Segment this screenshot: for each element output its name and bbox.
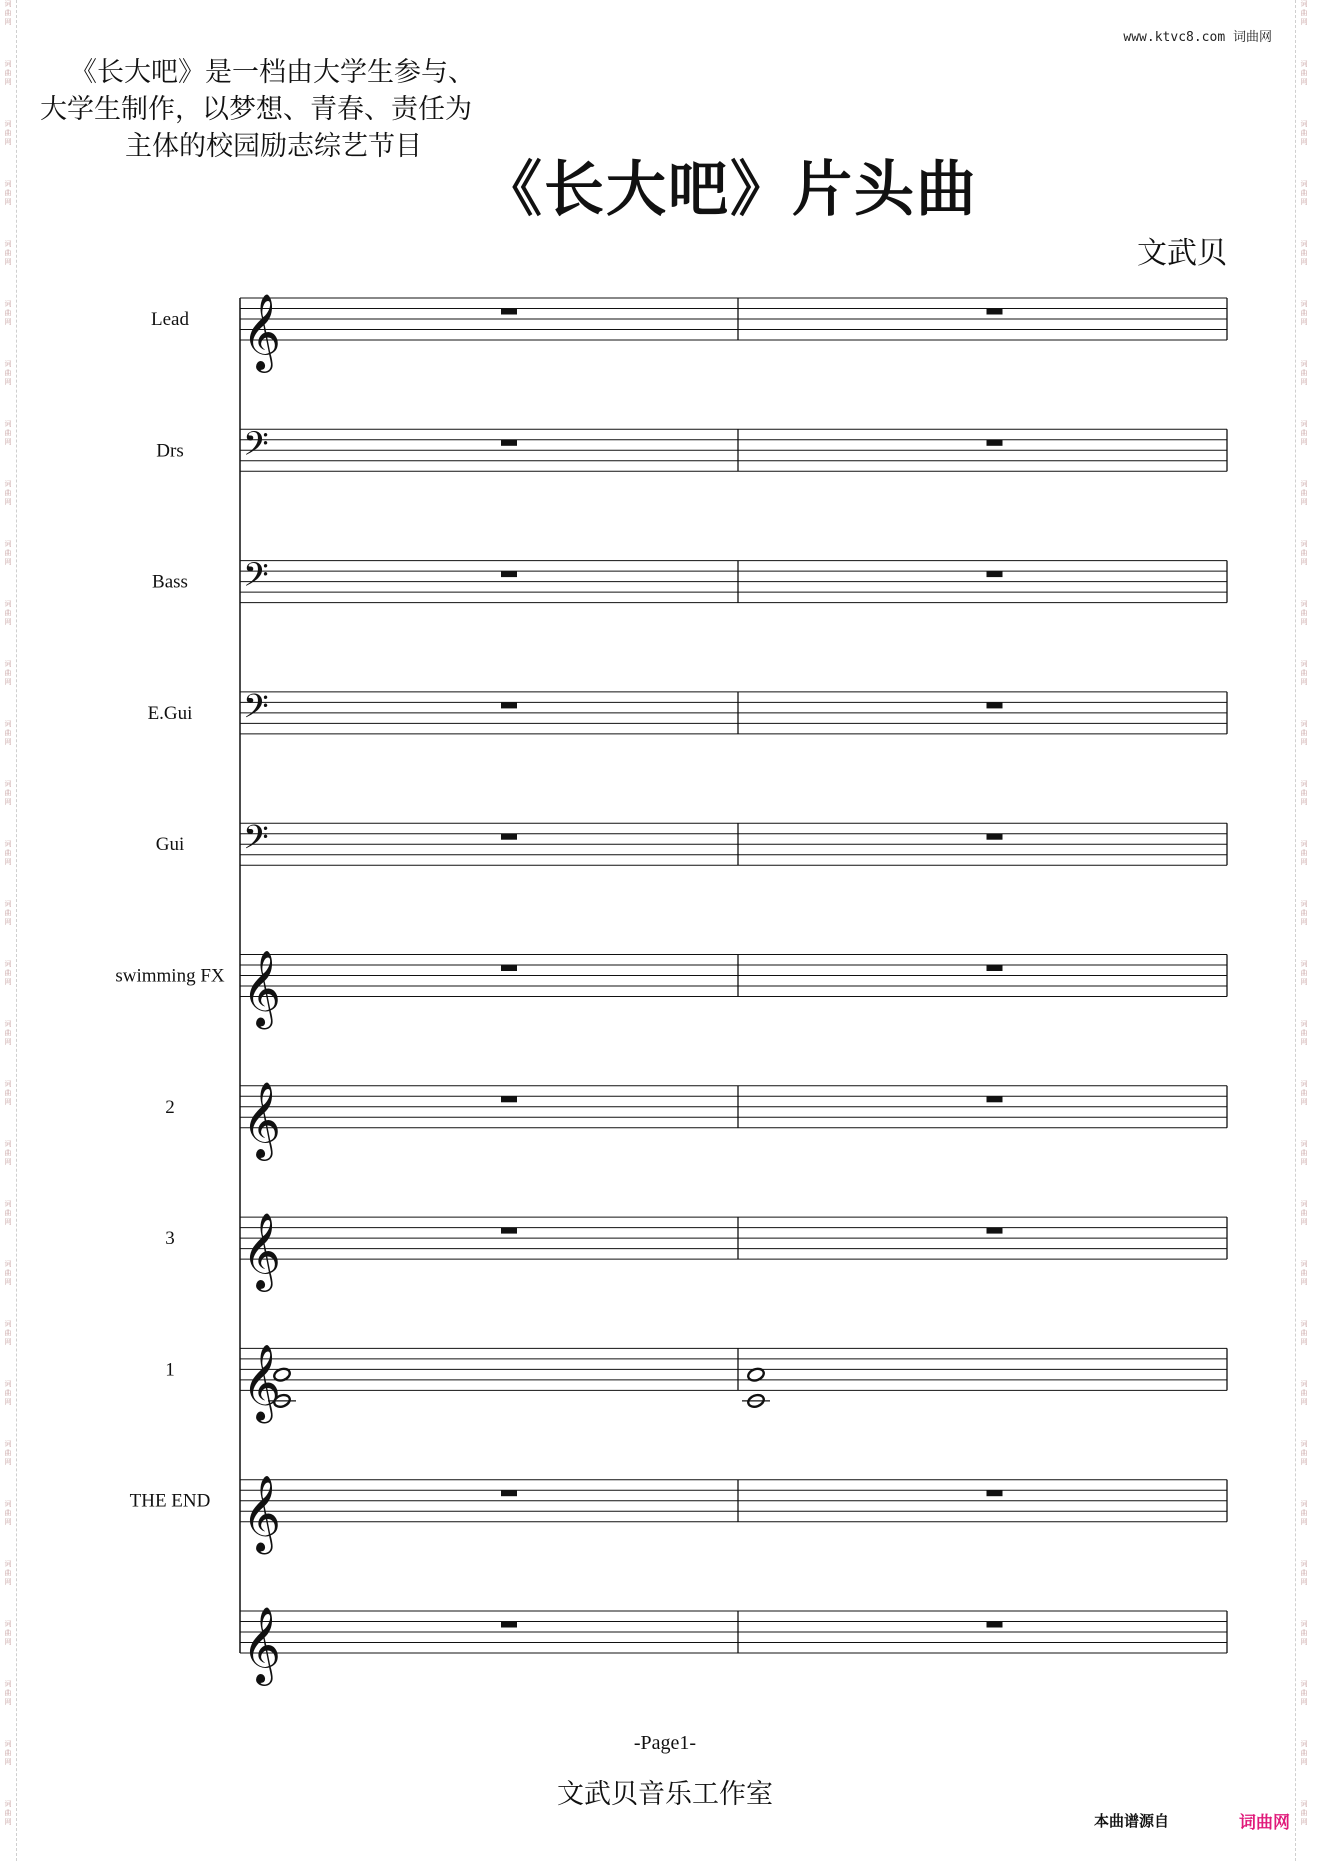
watermark-mark: 词 曲 网 [1300, 1380, 1308, 1406]
watermark-mark: 词 曲 网 [1300, 1260, 1308, 1286]
treble-clef-icon: 𝄞 [242, 293, 282, 370]
treble-clef-icon: 𝄞 [242, 1212, 282, 1290]
page-number: -Page1- [633, 1732, 697, 1754]
treble-clef-icon: 𝄞 [242, 1080, 282, 1158]
whole-rest-icon [501, 834, 517, 840]
whole-rest-icon [501, 1228, 517, 1234]
intro-line-1: 《长大吧》是一档由大学生参与、 [70, 57, 475, 88]
watermark-mark: 词 曲 网 [1300, 1560, 1308, 1586]
watermark-mark: 词 曲 网 [1300, 1800, 1308, 1826]
watermark-mark: 词 曲 网 [4, 1260, 12, 1286]
watermark-mark: 词 曲 网 [4, 1500, 12, 1526]
watermark-mark: 词 曲 网 [1300, 540, 1308, 566]
whole-rest-icon [987, 1490, 1003, 1496]
watermark-mark: 词 曲 网 [4, 300, 12, 326]
watermark-mark: 词 曲 网 [1300, 1020, 1308, 1046]
treble-clef-icon: 𝄞 [242, 1343, 282, 1421]
watermark-mark: 词 曲 网 [4, 1800, 12, 1826]
watermark-mark: 词 曲 网 [1300, 1620, 1308, 1646]
watermark-mark: 词 曲 网 [1300, 420, 1308, 446]
studio-name: 文武贝音乐工作室 [557, 1779, 773, 1810]
instrument-label: Gui [155, 834, 185, 856]
watermark-mark: 词 曲 网 [4, 480, 12, 506]
treble-clef-icon: 𝄞 [242, 949, 282, 1027]
watermark-mark: 词 曲 网 [4, 360, 12, 386]
watermark-mark: 词 曲 网 [1300, 300, 1308, 326]
staff-2 [165, 1081, 1227, 1161]
watermark-mark: 词 曲 网 [4, 840, 12, 866]
whole-rest-icon [987, 309, 1003, 315]
watermark-mark: 词 曲 网 [1300, 840, 1308, 866]
watermark-mark: 词 曲 网 [1300, 120, 1308, 146]
watermark-mark: 词 曲 网 [1300, 1500, 1308, 1526]
treble-clef-icon: 𝄞 [242, 1606, 282, 1683]
whole-rest-icon [501, 965, 517, 971]
watermark-mark: 词 曲 网 [1300, 600, 1308, 626]
song-title: 《长大吧》片头曲 [482, 155, 978, 225]
whole-rest-icon [987, 1096, 1003, 1102]
site-brand[interactable]: 词曲网 [1232, 30, 1272, 45]
watermark-mark: 词 曲 网 [1300, 1740, 1308, 1766]
whole-rest-icon [987, 1228, 1003, 1234]
watermark-mark: 词 曲 网 [4, 1200, 12, 1226]
instrument-label: Lead [151, 309, 189, 330]
watermark-mark: 词 曲 网 [1300, 1440, 1308, 1466]
watermark-mark: 词 曲 网 [1300, 1080, 1308, 1106]
watermark-mark: 词 曲 网 [1300, 1320, 1308, 1346]
watermark-mark: 词 曲 网 [1300, 240, 1308, 266]
instrument-label: Drs [156, 440, 184, 462]
site-url[interactable]: www.ktvc8.com [1123, 30, 1226, 45]
bass-clef-icon: 𝄢 [243, 556, 269, 603]
watermark-mark: 词 曲 网 [4, 540, 12, 566]
watermark-mark: 词 曲 网 [1300, 480, 1308, 506]
instrument-label: Bass [152, 571, 188, 593]
watermark-mark: 词 曲 网 [1300, 1200, 1308, 1226]
staff-the-end [130, 1475, 1227, 1555]
watermark-mark: 词 曲 网 [1300, 660, 1308, 686]
instrument-label: 3 [165, 1228, 175, 1250]
instrument-label: swimming FX [115, 965, 225, 987]
whole-rest-icon [987, 965, 1003, 971]
staff-1 [165, 1343, 1227, 1423]
watermark-mark: 词 曲 网 [1300, 60, 1308, 86]
intro-line-2: 大学生制作，以梦想、青春、责任为 [40, 94, 472, 125]
watermark-mark: 词 曲 网 [4, 420, 12, 446]
whole-rest-icon [987, 571, 1003, 577]
source-note: 本曲谱源自 [1094, 1812, 1170, 1830]
whole-rest-icon [501, 702, 517, 708]
watermark-mark: 词 曲 网 [4, 1320, 12, 1346]
instrument-label: THE END [129, 1490, 211, 1512]
instrument-label: 1 [165, 1359, 175, 1381]
watermark-mark: 词 曲 网 [4, 1740, 12, 1766]
whole-rest-icon [987, 440, 1003, 446]
staff-gui [156, 819, 1227, 865]
watermark-mark: 词 曲 网 [1300, 720, 1308, 746]
staff-unlabeled [240, 1606, 1227, 1686]
watermark-mark: 词 曲 网 [4, 1440, 12, 1466]
intro-line-3: 主体的校园励志综艺节目 [125, 131, 422, 162]
source-brand[interactable]: 词曲网 [1239, 1813, 1290, 1833]
watermark-mark: 词 曲 网 [4, 1080, 12, 1106]
watermark-mark: 词 曲 网 [1300, 960, 1308, 986]
watermark-mark: 词 曲 网 [4, 60, 12, 86]
staff-swimming-fx [115, 950, 1227, 1030]
watermark-mark: 词 曲 网 [1300, 360, 1308, 386]
treble-clef-icon: 𝄞 [242, 1474, 282, 1552]
watermark-mark: 词 曲 网 [4, 600, 12, 626]
staff-3 [165, 1212, 1227, 1292]
watermark-mark: 词 曲 网 [4, 1380, 12, 1406]
watermark-mark: 词 曲 网 [4, 960, 12, 986]
staff-lead [151, 293, 1227, 373]
watermark-mark: 词 曲 网 [4, 780, 12, 806]
watermark-mark: 词 曲 网 [4, 1020, 12, 1046]
instrument-label: 2 [165, 1096, 175, 1118]
watermark-mark: 词 曲 网 [4, 1680, 12, 1706]
whole-rest-icon [501, 1622, 517, 1628]
watermark-mark: 词 曲 网 [1300, 780, 1308, 806]
composer-name: 文武贝 [1137, 236, 1227, 271]
whole-rest-icon [501, 440, 517, 446]
watermark-mark: 词 曲 网 [1300, 1680, 1308, 1706]
instrument-label: E.Gui [147, 702, 193, 724]
watermark-mark: 词 曲 网 [4, 1620, 12, 1646]
watermark-mark: 词 曲 网 [4, 180, 12, 206]
watermark-mark: 词 曲 网 [4, 720, 12, 746]
whole-rest-icon [501, 1096, 517, 1102]
staff-e-gui [148, 688, 1227, 734]
bass-clef-icon: 𝄢 [243, 687, 269, 734]
watermark-mark: 词 曲 网 [1300, 900, 1308, 926]
watermark-mark: 词 曲 网 [4, 900, 12, 926]
whole-rest-icon [987, 1622, 1003, 1628]
whole-rest-icon [987, 702, 1003, 708]
watermark-mark: 词 曲 网 [4, 1140, 12, 1166]
watermark-mark: 词 曲 网 [1300, 180, 1308, 206]
watermark-mark: 词 曲 网 [4, 0, 12, 26]
whole-rest-icon [501, 1490, 517, 1496]
watermark-mark: 词 曲 网 [4, 1560, 12, 1586]
watermark-mark: 词 曲 网 [1300, 0, 1308, 26]
bass-clef-icon: 𝄢 [243, 425, 269, 472]
watermark-mark: 词 曲 网 [4, 240, 12, 266]
whole-rest-icon [501, 309, 517, 315]
watermark-mark: 词 曲 网 [1300, 1140, 1308, 1166]
bass-clef-icon: 𝄢 [243, 819, 269, 866]
watermark-mark: 词 曲 网 [4, 120, 12, 146]
watermark-mark: 词 曲 网 [4, 660, 12, 686]
staff-drs [156, 425, 1227, 471]
whole-rest-icon [501, 571, 517, 577]
staff-bass [152, 557, 1227, 603]
whole-rest-icon [987, 834, 1003, 840]
